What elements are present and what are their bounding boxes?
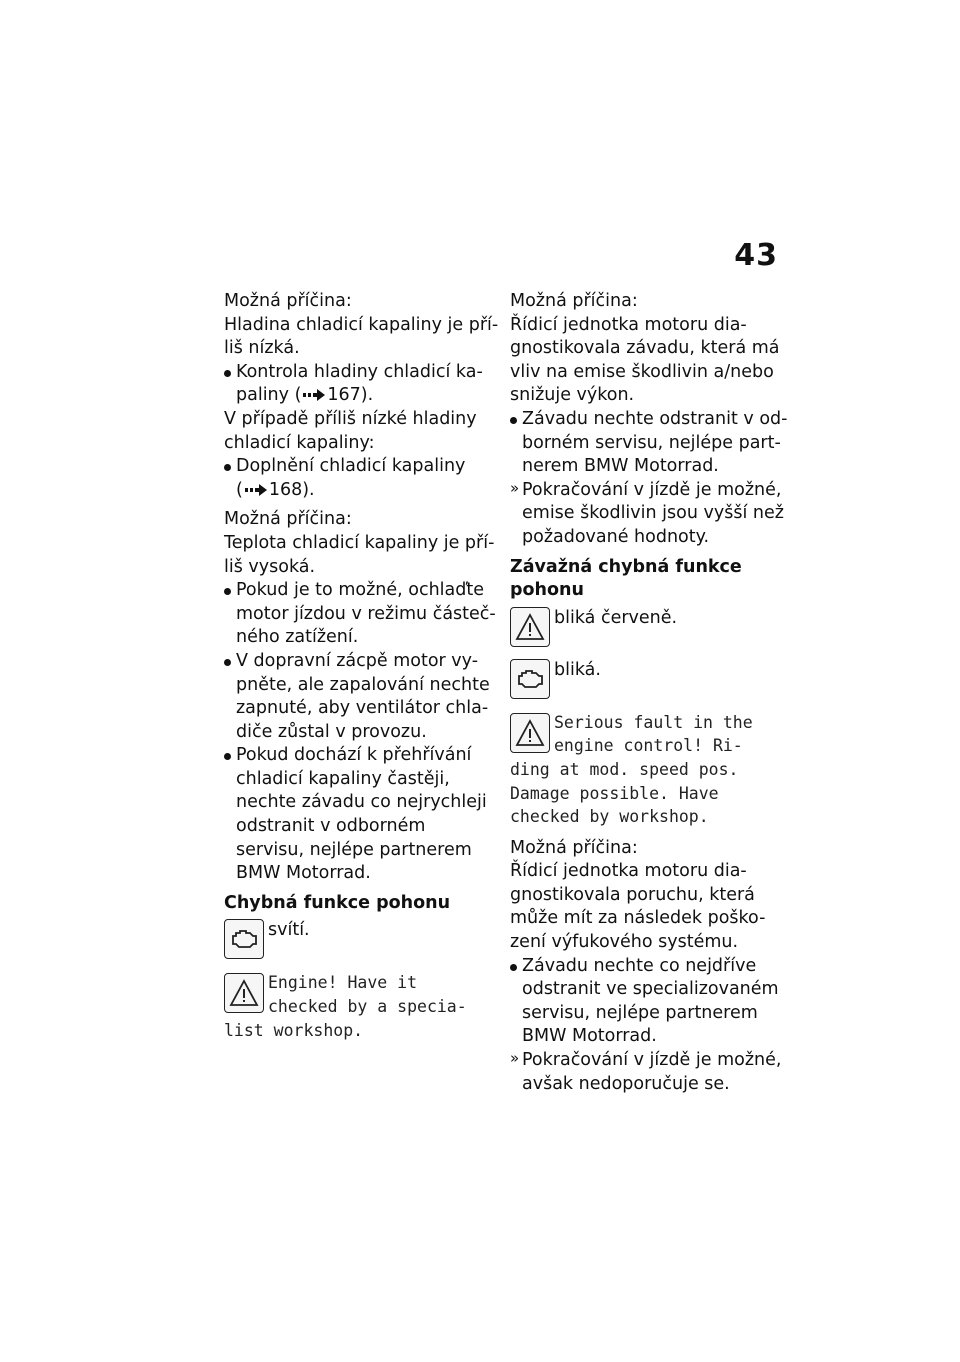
bullet-text-line: borném servisu, nejlépe part-	[522, 432, 781, 453]
page-number: 43	[734, 238, 778, 273]
bullet-text-line: zapnuté, aby ventilátor chla-	[236, 698, 489, 719]
bullet-text-line: odstranit v odborném	[236, 816, 426, 837]
result-item	[510, 1049, 780, 1096]
cause-heading: Možná příčina:	[510, 837, 638, 858]
bullet-text-line: V dopravní zácpě motor vy-	[236, 650, 479, 671]
left-column	[224, 290, 499, 1050]
cause-heading: Možná příčina:	[510, 291, 638, 311]
bullet-item	[510, 955, 780, 1049]
message-line: ding at mod. speed pos.	[510, 759, 739, 779]
result-text-line: Pokračování v jízdě je možné,	[522, 1050, 782, 1071]
bullet-item	[510, 408, 788, 479]
bullet-dot-icon	[224, 370, 231, 377]
bullet-text: (	[236, 479, 243, 500]
warning-triangle-icon	[510, 607, 550, 647]
cause-text-line: gnostikovala poruchu, která	[510, 884, 755, 905]
result-arrow-icon: »	[510, 1049, 520, 1068]
message-line: engine control! Ri-	[554, 736, 743, 756]
cause-text-line: zení výfukového systému.	[510, 932, 739, 953]
bullet-item	[224, 650, 490, 744]
result-text-line: avšak nedoporučuje se.	[522, 1073, 730, 1094]
bullet-text-line: nerem BMW Motorrad.	[522, 456, 719, 477]
result-text-line: požadované hodnoty.	[522, 526, 710, 547]
section-heading: Závažná chybná funkce	[510, 556, 742, 577]
bullet-item	[224, 744, 486, 886]
right-column	[510, 290, 788, 1096]
bullet-text-line: Pokud je to možné, ochlaďte	[236, 580, 484, 601]
engine-indicator-row	[224, 919, 486, 965]
bullet-text-line: Doplnění chladicí kapaliny	[236, 456, 466, 477]
warning-indicator-row	[510, 607, 780, 653]
bullet-dot-icon	[224, 464, 231, 471]
warning-triangle-icon	[224, 973, 264, 1013]
page-reference-arrow-icon	[245, 484, 267, 496]
bullet-text-line: Pokud dochází k přehřívání	[236, 745, 472, 766]
cause-heading: Možná příčina:	[224, 291, 352, 311]
bullet-text-line	[236, 384, 486, 408]
bullet-dot-icon	[224, 753, 231, 760]
bullet-text-line	[236, 479, 486, 503]
cause-text-line: liš nízká.	[224, 338, 300, 359]
cause-text-line: snižuje výkon.	[510, 385, 635, 406]
cause-text-line: Řídicí jednotka motoru dia-	[510, 861, 747, 882]
bullet-item	[224, 579, 496, 650]
bullet-item	[224, 455, 486, 502]
section-heading: pohonu	[510, 580, 584, 601]
result-arrow-icon: »	[510, 478, 520, 497]
bullet-text-line: Kontrola hladiny chladicí ka-	[236, 361, 483, 382]
bullet-dot-icon	[224, 588, 231, 595]
indicator-status: svítí.	[268, 920, 310, 941]
bullet-text-line: diče zůstal v provozu.	[236, 721, 427, 742]
bullet-text-line: chladicí kapaliny častěji,	[236, 768, 450, 789]
cause-text-line: vliv na emise škodlivin a/nebo	[510, 361, 774, 382]
bullet-text-line: Závadu nechte co nejdříve	[522, 955, 757, 976]
cause-text-line: Teplota chladicí kapaliny je pří-	[224, 532, 495, 553]
warning-triangle-icon	[510, 713, 550, 753]
bullet-text-line: pněte, ale zapalování nechte	[236, 674, 490, 695]
engine-check-icon	[510, 659, 550, 699]
cause-text-line: Řídicí jednotka motoru dia-	[510, 314, 747, 335]
page-reference: 168).	[268, 479, 315, 500]
bullet-dot-icon	[510, 417, 517, 424]
bullet-dot-icon	[510, 964, 517, 971]
bullet-text-line: motor jízdou v režimu částeč-	[236, 603, 496, 624]
display-message	[510, 711, 780, 829]
cause-text-line: Hladina chladicí kapaliny je pří-	[224, 314, 499, 335]
paragraph-line: chladicí kapaliny:	[224, 432, 375, 453]
section-heading: Chybná funkce pohonu	[224, 892, 451, 913]
paragraph-line: V případě příliš nízké hladiny	[224, 408, 477, 429]
message-line: Damage possible. Have	[510, 783, 719, 803]
page-reference: 167).	[327, 385, 374, 406]
bullet-text-line: BMW Motorrad.	[522, 1026, 657, 1047]
bullet-text-line: servisu, nejlépe partnerem	[236, 839, 472, 860]
bullet-text-line: BMW Motorrad.	[236, 863, 371, 884]
cause-text-line: liš vysoká.	[224, 556, 316, 577]
indicator-status: bliká.	[554, 659, 601, 680]
cause-text-line: gnostikovala závadu, která má	[510, 338, 780, 359]
page-reference-arrow-icon	[303, 389, 325, 401]
message-line: Serious fault in the	[554, 712, 753, 732]
bullet-text-line: Závadu nechte odstranit v od-	[522, 408, 788, 429]
indicator-status: bliká červeně.	[554, 607, 678, 628]
result-item	[510, 478, 784, 550]
bullet-text-line: nechte závadu co nejrychleji	[236, 792, 487, 813]
engine-check-icon	[224, 919, 264, 959]
display-message	[224, 971, 486, 1042]
message-line: checked by a specia-	[268, 997, 467, 1017]
message-line: Engine! Have it	[268, 973, 418, 993]
cause-text-line: může mít za následek poško-	[510, 908, 766, 929]
cause-heading: Možná příčina:	[224, 509, 352, 530]
message-line: checked by workshop.	[510, 807, 709, 827]
result-text-line: emise škodlivin jsou vyšší než	[522, 503, 784, 524]
engine-indicator-row	[510, 659, 780, 705]
bullet-text-line: ného zatížení.	[236, 627, 359, 648]
result-text-line: Pokračování v jízdě je možné,	[522, 479, 782, 500]
bullet-text: paliny (	[236, 385, 302, 406]
bullet-item	[224, 361, 486, 408]
bullet-text-line: servisu, nejlépe partnerem	[522, 1002, 758, 1023]
bullet-dot-icon	[224, 659, 231, 666]
message-line: list workshop.	[224, 1020, 364, 1040]
bullet-text-line: odstranit ve specializovaném	[522, 979, 779, 1000]
